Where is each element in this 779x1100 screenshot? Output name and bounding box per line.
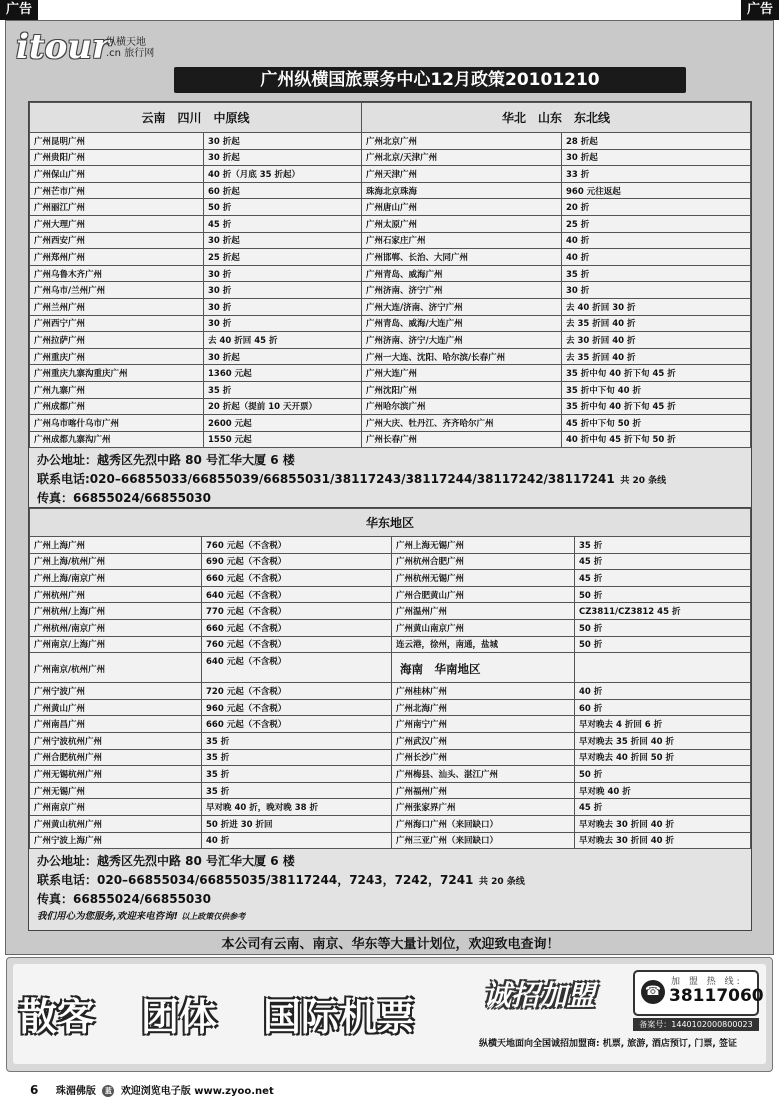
table-row [30,415,751,432]
route-cell: 广州南京广州 [30,799,202,816]
route-cell: 广州邯郸、长治、大同广州 [362,249,562,266]
fare-cell: 早对晚去 30 折回 40 折 [575,815,751,832]
table-row [30,332,751,349]
office-address: 办公地址：越秀区先烈中路 80 号汇华大厦 6 楼 [37,453,295,468]
fare-cell: 960 元往返起 [562,182,751,199]
page-title: 广州纵横国旅票务中心12月政策20101210 [174,67,686,93]
table-row [30,381,751,398]
section-north-south [28,101,752,513]
fare-cell: 45 折 [575,553,751,570]
fare-cell: 35 折 [202,732,392,749]
fare-cell: 去 40 折回 30 折 [562,298,751,315]
table-row [30,553,751,570]
table-row [30,365,751,382]
route-cell: 广州拉萨广州 [30,332,204,349]
fare-cell: 45 折 [204,215,362,232]
route-cell: 广州杭州广州 [30,586,202,603]
table-row [30,832,751,849]
fare-cell: 40 折中旬 45 折下旬 50 折 [562,431,751,448]
route-cell: 广州无锡杭州广州 [30,766,202,783]
fare-cell: 770 元起（不含税） [202,603,392,620]
ad-tag-right: 广告 [741,0,779,20]
fare-cell: 早对晚去 30 折回 40 折 [575,832,751,849]
table-row [30,133,751,150]
fare-cell: 30 折起 [204,149,362,166]
route-cell: 广州哈尔滨广州 [362,398,562,415]
table-row [30,619,751,636]
fare-cell: 30 折 [562,282,751,299]
section-east-south [28,507,752,931]
route-cell: 广州济南、济宁广州 [362,282,562,299]
route-cell: 广州长春广州 [362,431,562,448]
table-row [30,653,751,683]
hotline-box[interactable] [633,970,764,1016]
fare-cell: 640 元起（不含税） [202,586,392,603]
fare-cell: CZ3811/CZ3812 45 折 [575,603,751,620]
franchise-services: 纵横天地面向全国诚招加盟商: 机票, 旅游, 酒店预订, 门票, 签证 [479,1039,737,1049]
fare-cell: 早对晚 40 折 [575,782,751,799]
route-cell: 广州成都九寨沟广州 [30,431,204,448]
route-cell: 广州黄山广州 [30,699,202,716]
fare-cell: 35 折 [202,749,392,766]
route-cell: 广州青岛、威海/大连广州 [362,315,562,332]
banner-word-sanke: 散客 [19,995,96,1039]
table-row [30,431,751,448]
fare-cell: 50 折 [575,586,751,603]
fare-cell: 50 折 [204,199,362,216]
route-cell: 广州沈阳广州 [362,381,562,398]
fax-numbers: 传真：66855024/66855030 [37,491,211,506]
route-cell: 广州济南、济宁/大连广州 [362,332,562,349]
route-cell: 广州杭州/南京广州 [30,619,202,636]
route-cell: 广州天津广州 [362,166,562,183]
table-row [30,298,751,315]
table-row [30,537,751,554]
fare-cell: 760 元起（不含税） [202,537,392,554]
fare-cell: 33 折 [562,166,751,183]
phone-line [37,469,743,490]
header-huabei-shandong: 华北 山东 东北线 [362,103,751,133]
fare-cell: 30 折 [204,282,362,299]
phone-line [37,870,743,891]
page-number: 6 [30,1083,39,1097]
route-cell: 广州上海广州 [30,537,202,554]
table-row [30,699,751,716]
fare-cell: 40 折 [562,232,751,249]
fare-cell: 早对晚去 40 折回 50 折 [575,749,751,766]
fare-cell: 35 折 [562,265,751,282]
fare-cell: 2600 元起 [204,415,362,432]
hotline-number[interactable]: 38117060 [669,986,764,1006]
fare-cell: 30 折起 [204,232,362,249]
fare-cell: 30 折 [204,265,362,282]
table-row [30,348,751,365]
fare-cell: 20 折 [562,199,751,216]
phone-numbers[interactable]: 联系电话：020–66855034/66855035/38117244，7243，7242，7241 [37,873,474,888]
table-row [30,766,751,783]
page-footer [30,1082,274,1097]
route-cell: 广州青岛、威海广州 [362,265,562,282]
route-cell: 广州北海广州 [392,699,575,716]
phone-line-count: 共 20 条线 [620,476,667,487]
phone-icon: ☎ [641,980,665,1004]
route-cell: 广州重庆广州 [30,348,204,365]
table-row [30,232,751,249]
table-row [30,732,751,749]
table-row [30,716,751,733]
fare-cell: 45 折 [575,799,751,816]
fare-cell: 35 折 [204,381,362,398]
route-cell: 广州成都广州 [30,398,204,415]
route-cell: 广州温州广州 [392,603,575,620]
fare-cell: 28 折起 [562,133,751,150]
route-cell: 广州大庆、牡丹江、齐齐哈尔广州 [362,415,562,432]
fare-cell: 早对晚去 4 折回 6 折 [575,716,751,733]
route-cell: 广州杭州合肥广州 [392,553,575,570]
franchise-slogan: 诚招加盟 [483,979,596,1012]
fare-cell: 1360 元起 [204,365,362,382]
closing-announcement: 本公司有云南、南京、华东等大量计划位，欢迎致电查询！ [221,937,560,952]
route-cell: 广州宁波上海广州 [30,832,202,849]
fare-cell: 30 折起 [204,348,362,365]
route-cell: 广州三亚广州（来回缺口） [392,832,575,849]
fare-cell: 45 折中下旬 50 折 [562,415,751,432]
table-row [30,815,751,832]
route-cell: 广州合肥杭州广州 [30,749,202,766]
route-cell: 广州上海/南京广州 [30,570,202,587]
fare-cell: 60 折 [575,699,751,716]
table-row [30,166,751,183]
phone-numbers[interactable]: 联系电话:020–66855033/66855039/66855031/38117243/38117244/38117242/38117241 [37,472,615,487]
route-cell: 广州合肥黄山广州 [392,586,575,603]
fare-cell: 25 折 [562,215,751,232]
logo-subtext: 纵横天地 .cn 旅行网 [106,37,155,59]
route-cell: 广州重庆九寨沟重庆广州 [30,365,204,382]
banner-word-tuanti: 团体 [141,995,218,1039]
ad-tag-left: 广告 [0,0,38,20]
route-cell: 广州兰州广州 [30,298,204,315]
route-cell: 广州乌市喀什乌市广州 [30,415,204,432]
fare-cell: 40 折 [562,249,751,266]
fare-cell: 50 折进 30 折回 [202,815,392,832]
route-cell: 广州南京/上海广州 [30,636,202,653]
itour-logo[interactable] [16,27,166,73]
route-cell: 广州西宁广州 [30,315,204,332]
route-cell: 广州黄山杭州广州 [30,815,202,832]
fare-cell: 35 折 [202,782,392,799]
fare-cell: 35 折中旬 40 折下旬 45 折 [562,398,751,415]
table-row [30,636,751,653]
table-row [30,683,751,700]
fare-cell: 去 40 折回 45 折 [204,332,362,349]
fare-cell: 35 折 [575,537,751,554]
route-cell: 广州南昌广州 [30,716,202,733]
banner-word-guoji: 国际机票 [263,995,416,1039]
fare-cell: 40 折 [575,683,751,700]
route-cell: 广州乌鲁木齐广州 [30,265,204,282]
route-cell: 广州昆明广州 [30,133,204,150]
header-hainan-huanan: 海南 华南地区 [392,653,575,683]
fare-cell: 660 元起（不含税） [202,570,392,587]
fare-cell: 30 折 [204,315,362,332]
route-cell: 珠海北京珠海 [362,182,562,199]
table-row [30,782,751,799]
fare-cell: 640 元起（不含税） [202,653,392,683]
route-cell: 广州张家界广州 [392,799,575,816]
table-row [30,603,751,620]
fare-cell: 35 折中旬 40 折下旬 45 折 [562,365,751,382]
table-row [30,398,751,415]
table-row [30,799,751,816]
fare-cell: 50 折 [575,619,751,636]
contact-block-2 [29,849,751,929]
route-cell: 广州保山广州 [30,166,204,183]
office-address: 办公地址：越秀区先烈中路 80 号汇华大厦 6 楼 [37,854,295,869]
magazine-name: 珠湄佛版 [55,1086,96,1097]
fare-cell: 去 30 折回 40 折 [562,332,751,349]
fare-cell: 50 折 [575,636,751,653]
route-cell: 广州福州广州 [392,782,575,799]
table-row [30,749,751,766]
logo-wordmark: itour [16,27,110,67]
franchise-banner[interactable] [6,957,773,1072]
table-row [30,570,751,587]
record-number: 备案号：1440102000800023 [633,1018,759,1031]
route-cell: 广州南京/杭州广州 [30,653,202,683]
route-cell: 广州上海/杭州广州 [30,553,202,570]
header-yunnan-sichuan: 云南 四川 中原线 [30,103,362,133]
route-cell: 广州唐山广州 [362,199,562,216]
fare-cell: 60 折起 [204,182,362,199]
route-cell: 广州北京/天津广州 [362,149,562,166]
policy-sheet [5,20,774,955]
route-cell: 广州桂林广州 [392,683,575,700]
fare-cell: 40 折 [202,832,392,849]
route-cell: 广州无锡广州 [30,782,202,799]
route-cell: 广州芒市广州 [30,182,204,199]
fare-table-2 [29,508,751,849]
fare-cell: 1550 元起 [204,431,362,448]
route-cell: 广州石家庄广州 [362,232,562,249]
fare-cell: 35 折 [202,766,392,783]
route-cell: 广州乌市/兰州广州 [30,282,204,299]
fare-cell: 去 35 折回 40 折 [562,315,751,332]
route-cell: 广州武汉广州 [392,732,575,749]
route-cell: 广州九寨广州 [30,381,204,398]
route-cell: 广州西安广州 [30,232,204,249]
phone-line-count: 共 20 条线 [478,877,525,888]
fare-cell: 35 折中下旬 40 折 [562,381,751,398]
route-cell: 广州海口广州（来回缺口） [392,815,575,832]
route-cell: 广州北京广州 [362,133,562,150]
table-row [30,215,751,232]
table-row [30,265,751,282]
route-cell: 广州宁波广州 [30,683,202,700]
route-cell: 广州一大连、沈阳、哈尔滨/长春广州 [362,348,562,365]
fare-cell: 50 折 [575,766,751,783]
fax-numbers: 传真：66855024/66855030 [37,892,211,907]
route-cell: 广州宁波杭州广州 [30,732,202,749]
badge-icon: 蓝 [102,1085,114,1097]
route-cell: 广州南宁广州 [392,716,575,733]
fare-cell: 760 元起（不含税） [202,636,392,653]
fare-cell: 45 折 [575,570,751,587]
fare-cell: 25 折起 [204,249,362,266]
fare-cell: 720 元起（不含税） [202,683,392,700]
website-link[interactable]: 欢迎浏览电子版 www.zyoo.net [120,1086,274,1097]
route-cell: 广州杭州/上海广州 [30,603,202,620]
table-row [30,149,751,166]
fare-cell: 30 折起 [562,149,751,166]
service-note: 我们用心为您服务,欢迎来电咨询! 以上政策仅供参考 [37,911,246,923]
header-huadong: 华东地区 [30,509,751,537]
table-row [30,586,751,603]
fare-cell: 20 折起（提前 10 天开票） [204,398,362,415]
route-cell: 连云港，徐州，南通，盐城 [392,636,575,653]
fare-cell: 40 折（月底 35 折起） [204,166,362,183]
table-row [30,182,751,199]
route-cell: 广州丽江广州 [30,199,204,216]
fare-cell: 早对晚去 35 折回 40 折 [575,732,751,749]
fare-table-1 [29,102,751,448]
fare-cell: 去 35 折回 40 折 [562,348,751,365]
fare-cell: 30 折起 [204,133,362,150]
table-row [30,249,751,266]
route-cell: 广州太原广州 [362,215,562,232]
route-cell: 广州黄山南京广州 [392,619,575,636]
fare-cell: 30 折 [204,298,362,315]
route-cell: 广州大理广州 [30,215,204,232]
table-row [30,282,751,299]
route-cell: 广州上海无锡广州 [392,537,575,554]
table-row [30,315,751,332]
route-cell: 广州大连广州 [362,365,562,382]
table-row [30,199,751,216]
fare-cell: 690 元起（不含税） [202,553,392,570]
route-cell: 广州郑州广州 [30,249,204,266]
fare-cell: 660 元起（不含税） [202,619,392,636]
route-cell: 广州大连/济南、济宁广州 [362,298,562,315]
hotline-label: 加 盟 热 线: [671,977,743,987]
fare-cell: 960 元起（不含税） [202,699,392,716]
route-cell: 广州长沙广州 [392,749,575,766]
route-cell: 广州杭州无锡广州 [392,570,575,587]
route-cell: 广州梅县、汕头、湛江广州 [392,766,575,783]
fare-cell: 660 元起（不含税） [202,716,392,733]
route-cell: 广州贵阳广州 [30,149,204,166]
fare-cell: 早对晚 40 折，晚对晚 38 折 [202,799,392,816]
